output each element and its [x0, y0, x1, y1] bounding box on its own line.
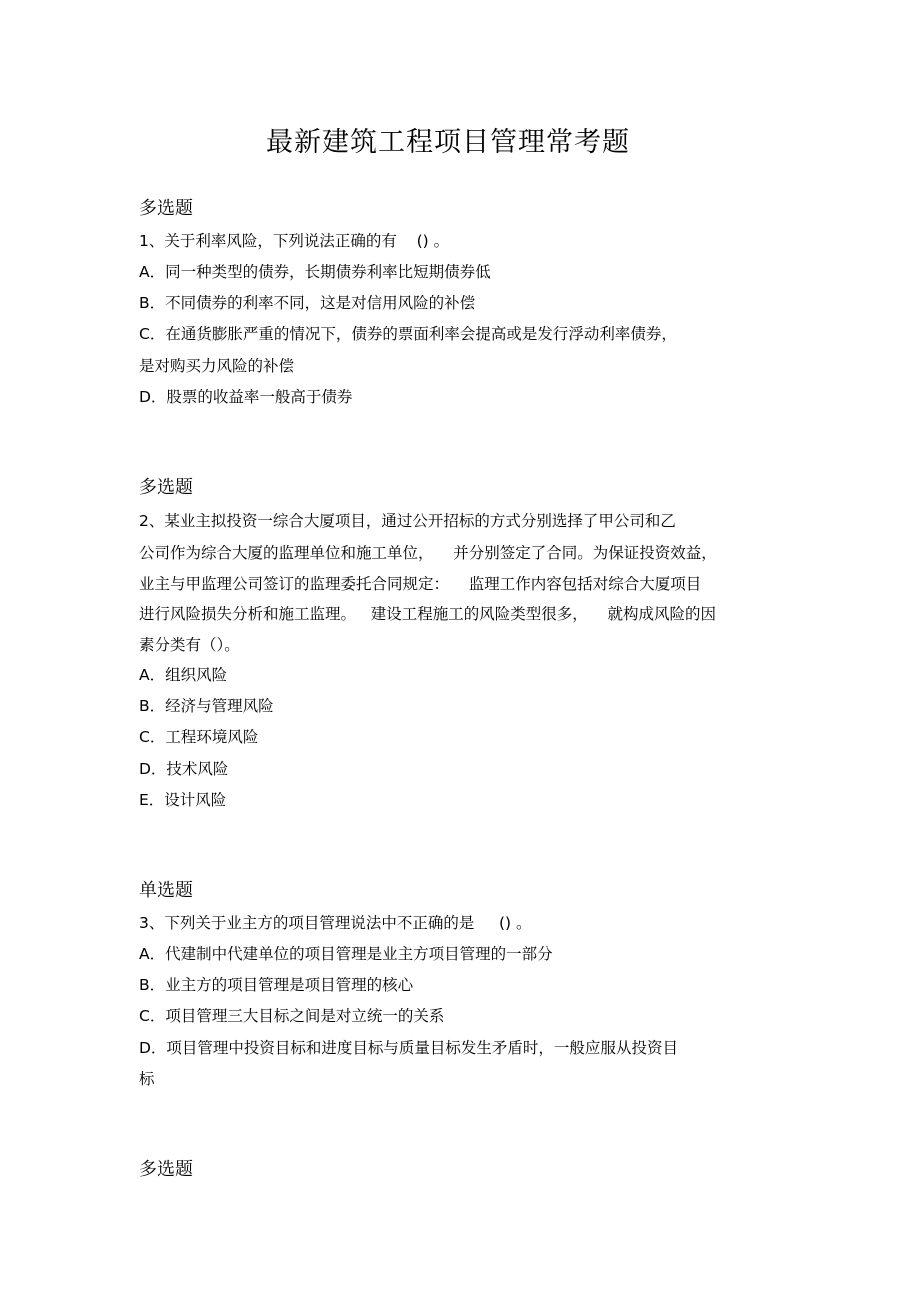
- question-3-stem-line-1: 3、下列关于业主方的项目管理说法中不正确的是 () 。: [139, 914, 532, 932]
- document-title: 最新建筑工程项目管理常考题: [266, 127, 630, 158]
- question-4-type: 多选题: [139, 1159, 193, 1180]
- question-2-option-b: B．经济与管理风险: [139, 697, 274, 715]
- question-1-option-c-line-2: 是对购买力风险的补偿: [139, 357, 295, 375]
- question-2-stem-line-3: 业主与甲监理公司签订的监理委托合同规定： 监理工作内容包括对综合大厦项目: [139, 575, 702, 593]
- question-2-stem-line-2: 公司作为综合大厦的监理单位和施工单位， 并分别签定了合同。为保证投资效益，: [139, 544, 717, 562]
- question-2-stem-line-1: 2、某业主拟投资一综合大厦项目，通过公开招标的方式分别选择了甲公司和乙: [139, 512, 676, 530]
- question-1-stem-line-1: 1、关于利率风险，下列说法正确的有 () 。: [139, 232, 450, 250]
- question-2-type: 多选题: [139, 477, 193, 498]
- question-3-option-c: C．项目管理三大目标之间是对立统一的关系: [139, 1007, 445, 1025]
- question-3-option-a: A．代建制中代建单位的项目管理是业主方项目管理的一部分: [139, 945, 553, 963]
- question-2-stem-line-5: 素分类有（）。: [139, 636, 240, 654]
- question-2-option-a: A．组织风险: [139, 666, 228, 684]
- question-1-option-d: D．股票的收益率一般高于债券: [139, 388, 353, 406]
- question-2-option-d: D．技术风险: [139, 760, 229, 778]
- question-1-type: 多选题: [139, 198, 193, 219]
- question-2-stem-line-4: 进行风险损失分析和施工监理。 建设工程施工的风险类型很多， 就构成风险的因: [139, 605, 716, 623]
- question-3-option-b: B．业主方的项目管理是项目管理的核心: [139, 976, 414, 994]
- question-2-option-e: E．设计风险: [139, 791, 227, 809]
- question-3-type: 单选题: [139, 880, 193, 901]
- question-1-option-c-line-1: C．在通货膨胀严重的情况下，债券的票面利率会提高或是发行浮动利率债券，: [139, 325, 677, 343]
- question-3-option-d-line-2: 标: [139, 1070, 155, 1088]
- question-3-option-d-line-1: D．项目管理中投资目标和进度目标与质量目标发生矛盾时，一般应服从投资目: [139, 1039, 678, 1057]
- question-2-option-c: C．工程环境风险: [139, 728, 259, 746]
- question-1-option-a: A．同一种类型的债券，长期债券利率比短期债券低: [139, 263, 491, 281]
- question-1-option-b: B．不同债券的利率不同，这是对信用风险的补偿: [139, 294, 476, 312]
